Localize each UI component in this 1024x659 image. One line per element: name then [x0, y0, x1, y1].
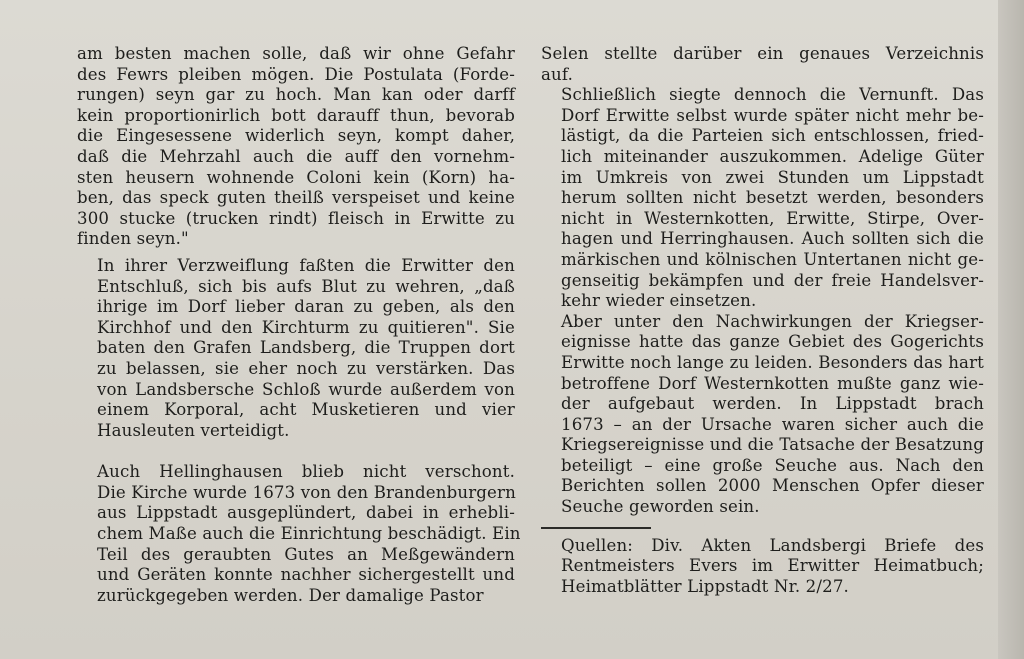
text-line: Quellen: Div. Akten Landsbergi Briefe des [561, 535, 984, 555]
text-line: nicht in Westernkotten, Erwitte, Stirpe, Over- [561, 208, 984, 228]
sources-note [541, 536, 984, 598]
text-line: von Landsbersche Schloß wurde außerdem von [97, 379, 515, 399]
page-edge-shadow [998, 0, 1024, 659]
text-line: 300 stucke (trucken rindt) fleisch in Erwitte zu [77, 208, 515, 228]
text-line: Kriegsereignisse und die Tatsache der Besatzung [561, 435, 984, 455]
text-line: beteiligt – eine große Seuche aus. Nach den [561, 455, 984, 475]
text-line: Teil des geraubten Gutes an Meßgewändern [97, 544, 515, 564]
text-line: Selen stellte darüber ein genaues Verzeichnis [541, 44, 984, 63]
text-line: rungen) seyn gar zu hoch. Man kan oder darff [77, 85, 515, 105]
text-line: Erwitte noch lange zu leiden. Besonders das hart [561, 352, 984, 372]
text-line: sten heusern wohnende Coloni kein (Korn) ha- [77, 167, 515, 187]
right-text-column [541, 44, 984, 597]
text-line: genseitig bekämpfen und der freie Handelsver- [561, 270, 984, 290]
paragraph-erwitter-decision [77, 256, 515, 441]
text-line: des Fewrs pleiben mögen. Die Postulata (Forde- [77, 64, 515, 84]
text-line: ihrige im Dorf lieber daran zu geben, als den [97, 297, 515, 317]
paragraph-quote-continuation [77, 44, 515, 250]
text-line: Auch Hellinghausen blieb nicht verschont. [97, 462, 515, 482]
text-line: Kirchhof und den Kirchturm zu quitieren". Sie [97, 317, 515, 337]
text-line: märkischen und kölnischen Untertanen nicht ge- [561, 249, 984, 269]
paragraph-hellinghausen [77, 462, 521, 606]
text-line: die Eingesessene widerlich seyn, kompt daher, [77, 126, 515, 146]
text-line: Heimatblätter Lippstadt Nr. 2/27. [561, 576, 849, 596]
paragraph-selen-inventory [541, 44, 984, 85]
text-line: 1673 – an der Ursache waren sicher auch die [561, 414, 984, 434]
text-line: zurückgegeben werden. Der damalige Pastor [97, 585, 484, 605]
sources-divider [541, 527, 651, 529]
text-line: am besten machen solle, daß wir ohne Gefahr [77, 44, 515, 63]
text-line: chem Maße auch die Einrichtung beschädigt. Ein [97, 524, 521, 544]
text-line: eignisse hatte das ganze Gebiet des Gogerichts [561, 332, 984, 352]
text-line: der aufgebaut werden. In Lippstadt brach [561, 394, 984, 414]
text-line: finden seyn." [77, 229, 189, 249]
text-line: Entschluß, sich bis aufs Blut zu wehren, „daß [97, 276, 515, 296]
text-line: Seuche geworden sein. [561, 497, 760, 517]
text-line: betroffene Dorf Westernkotten mußte ganz wie- [561, 373, 984, 393]
text-line: zu belassen, sie eher noch zu verstärken. Das [97, 358, 515, 378]
left-text-column [77, 44, 521, 606]
text-line: einem Korporal, acht Musketieren und vier [97, 400, 515, 420]
text-line: und Geräten konnte nachher sichergestellt und [97, 565, 515, 585]
text-line: hagen und Herringhausen. Auch sollten sich die [561, 229, 984, 249]
text-line: lich miteinander auszukommen. Adelige Güter [561, 146, 984, 166]
text-line: herum sollten nicht besetzt werden, besonders [561, 188, 984, 208]
text-line: Aber unter den Nachwirkungen der Kriegser- [561, 311, 984, 331]
text-line: kehr wieder einsetzen. [561, 291, 757, 311]
text-line: Dorf Erwitte selbst wurde später nicht mehr be- [561, 105, 984, 125]
text-line: Schließlich siegte dennoch die Vernunft. Das [561, 85, 984, 105]
paragraph-aftermath [541, 312, 984, 518]
text-line: lästigt, da die Parteien sich entschlossen, fried- [561, 126, 984, 146]
text-line: aus Lippstadt ausgeplündert, dabei in erhebli- [97, 503, 515, 523]
text-line: daß die Mehrzahl auch die auff den vornehm- [77, 146, 515, 166]
text-line: Hausleuten verteidigt. [97, 420, 290, 440]
text-line: Rentmeisters Evers im Erwitter Heimatbuch; [561, 556, 984, 576]
text-line: baten den Grafen Landsberg, die Truppen dort [97, 338, 515, 358]
text-line: kein proportionirlich bott darauff thun, bevorab [77, 105, 515, 125]
text-line: im Umkreis von zwei Stunden um Lippstadt [561, 167, 984, 187]
text-line: In ihrer Verzweiflung faßten die Erwitter den [97, 255, 515, 275]
text-line: ben, das speck guten theilß verspeiset und keine [77, 188, 515, 208]
paragraph-reason-prevailed [541, 85, 984, 312]
text-line: Die Kirche wurde 1673 von den Brandenburgern [97, 482, 516, 502]
text-line: Berichten sollen 2000 Menschen Opfer dieser [561, 476, 984, 496]
text-line: auf. [541, 64, 574, 84]
